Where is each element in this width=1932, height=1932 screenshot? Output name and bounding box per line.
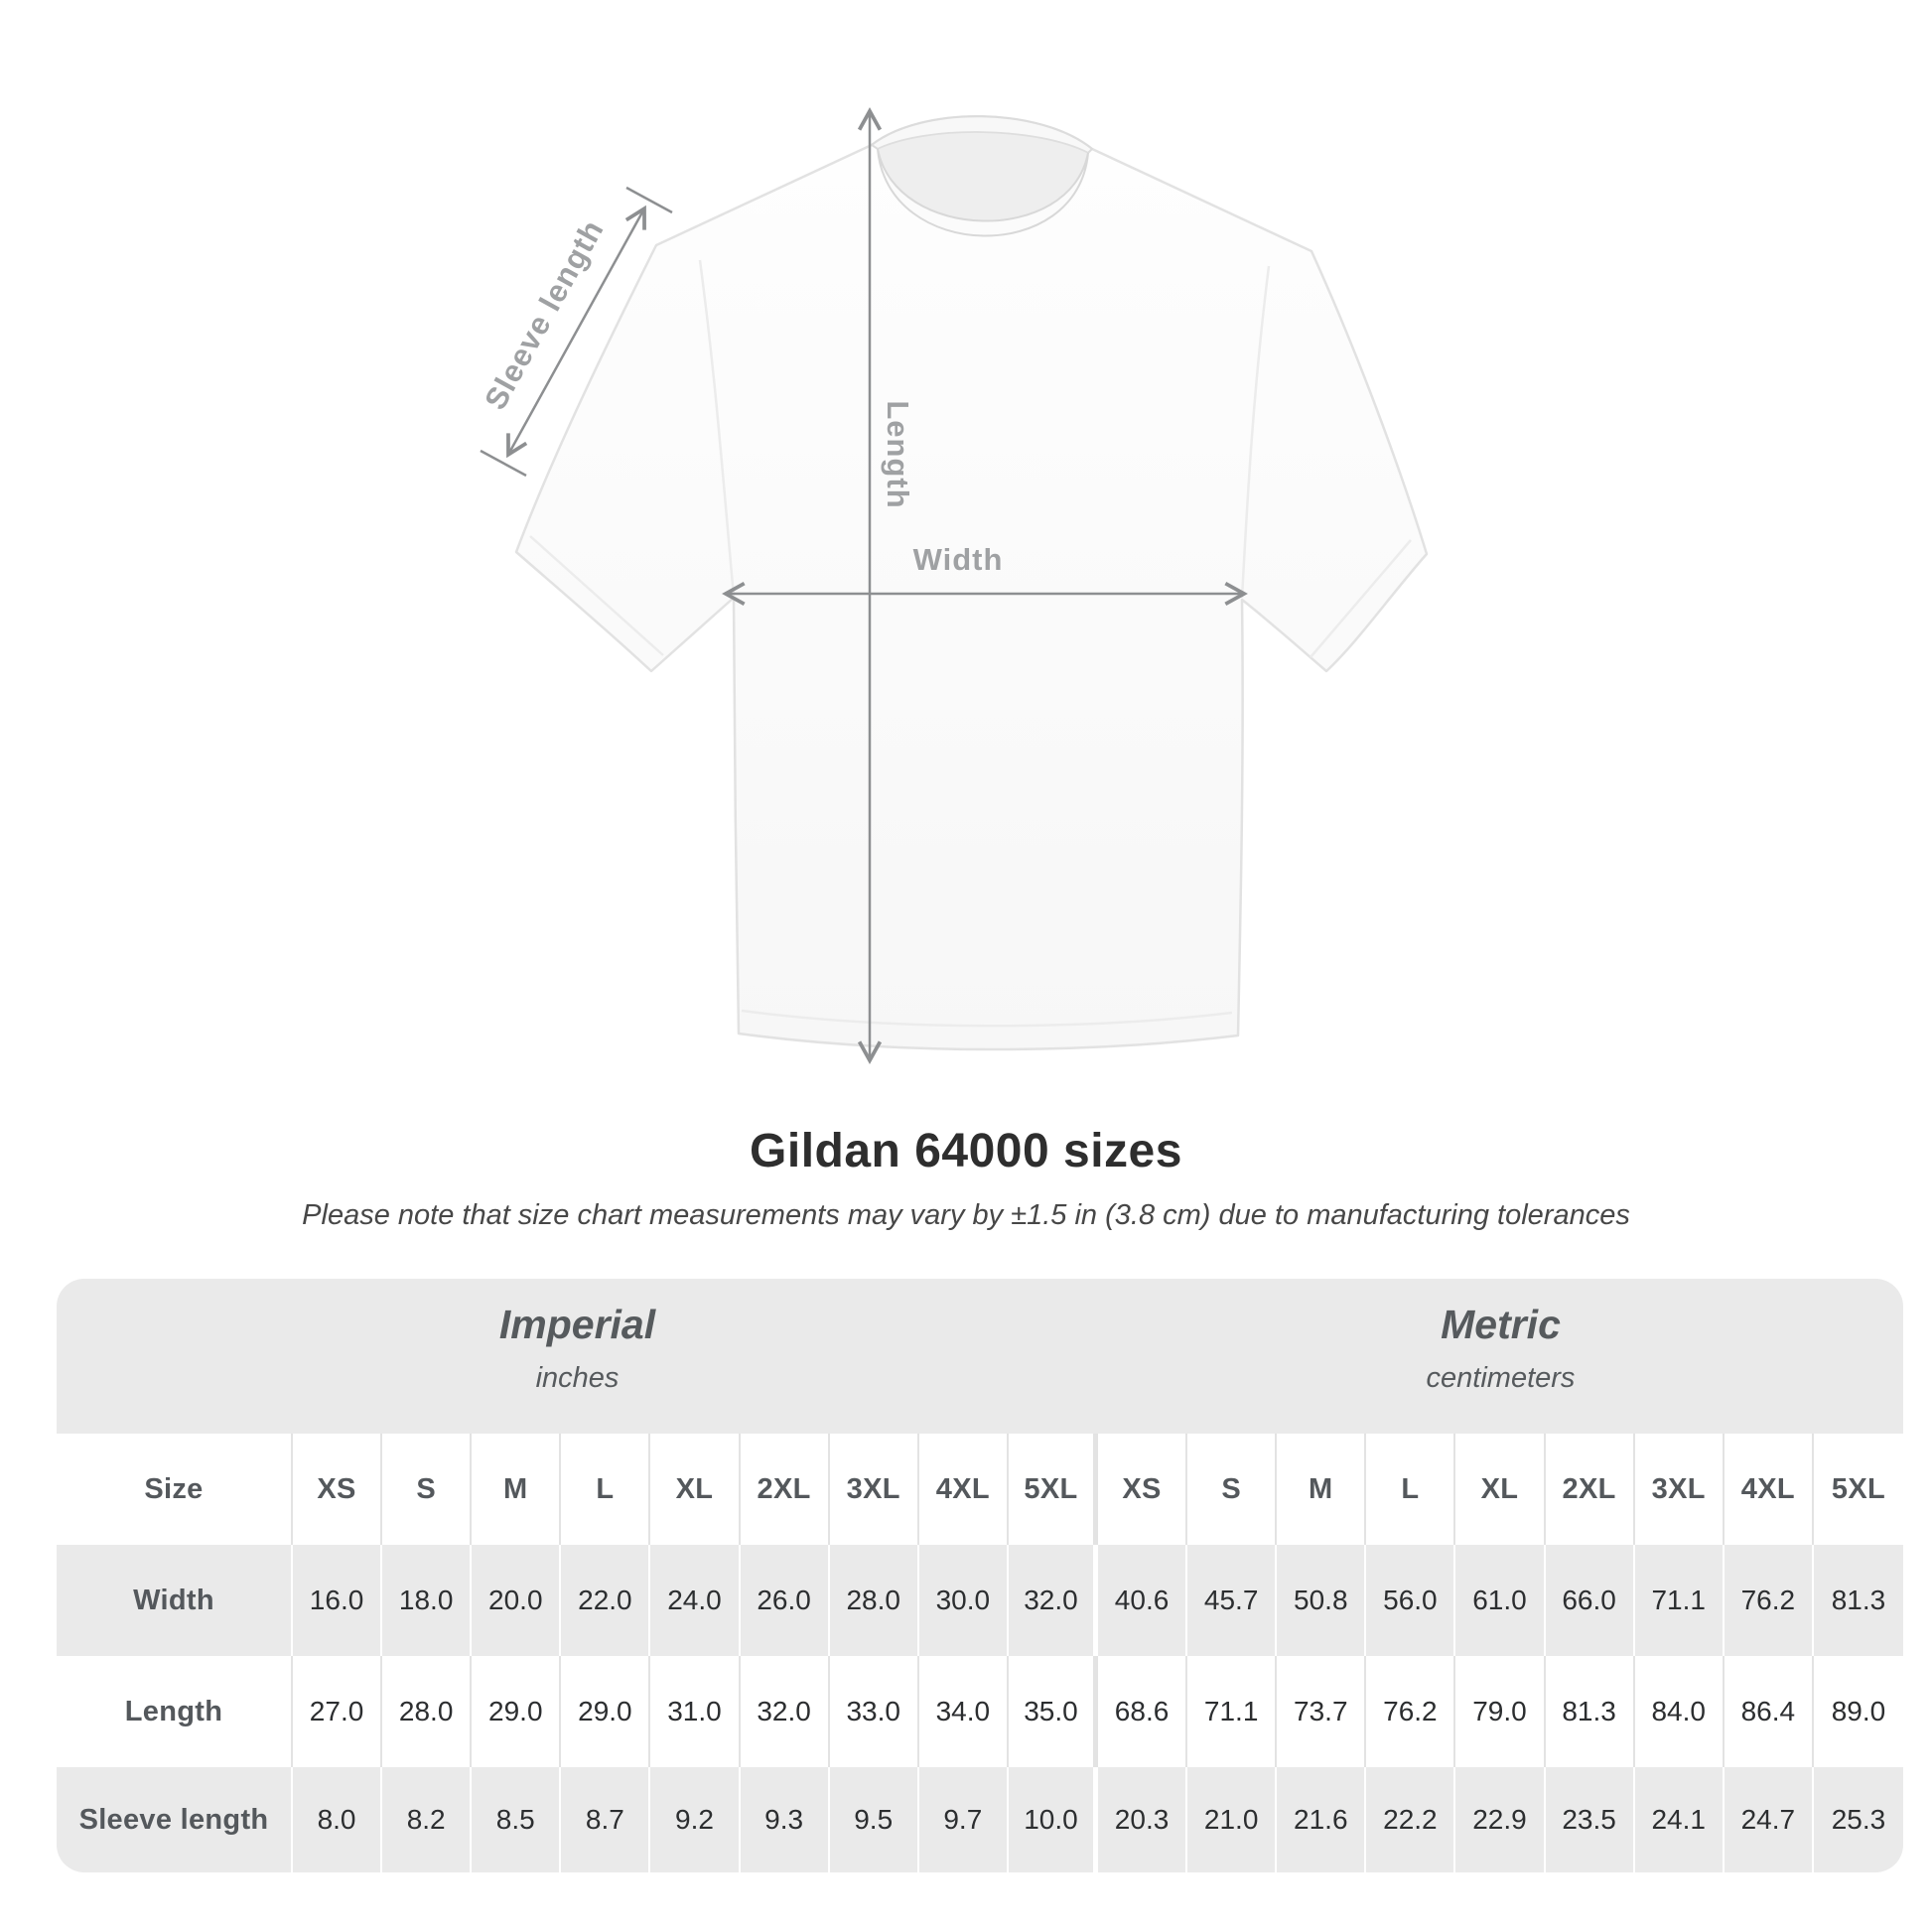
value-cell: 20.3 xyxy=(1098,1767,1187,1872)
value-cell: 26.0 xyxy=(741,1545,830,1656)
value-cell: 45.7 xyxy=(1187,1545,1277,1656)
value-cell: 9.7 xyxy=(919,1767,1009,1872)
size-header-cell: M xyxy=(472,1434,561,1545)
page-title: Gildan 64000 sizes xyxy=(750,1125,1182,1177)
value-cell: 16.0 xyxy=(293,1545,382,1656)
tolerance-note: Please note that size chart measurements may vary by ±1.5 in (3.8 cm) due to manufacturing tolerances xyxy=(302,1199,1630,1231)
value-cell: 81.3 xyxy=(1546,1656,1635,1767)
imperial-unit-sub-label: inches xyxy=(535,1362,620,1394)
value-cell: 9.3 xyxy=(741,1767,830,1872)
size-column-header: Size xyxy=(57,1434,293,1545)
size-header-cell: XS xyxy=(293,1434,382,1545)
metric-label: Metric xyxy=(1441,1302,1561,1347)
value-cell: 76.2 xyxy=(1725,1545,1814,1656)
imperial-units-header xyxy=(57,1279,1098,1434)
value-cell: 31.0 xyxy=(650,1656,740,1767)
value-cell: 22.0 xyxy=(561,1545,650,1656)
units-header-row xyxy=(57,1279,1903,1434)
value-cell: 32.0 xyxy=(741,1656,830,1767)
value-cell: 22.9 xyxy=(1455,1767,1545,1872)
size-header-cell: 4XL xyxy=(1725,1434,1814,1545)
size-header-cell: 5XL xyxy=(1814,1434,1903,1545)
size-header-cell: XS xyxy=(1098,1434,1187,1545)
value-cell: 8.0 xyxy=(293,1767,382,1872)
value-cell: 22.2 xyxy=(1366,1767,1455,1872)
value-cell: 24.7 xyxy=(1725,1767,1814,1872)
value-cell: 27.0 xyxy=(293,1656,382,1767)
sleeve-measure-tick-bottom xyxy=(481,451,526,476)
value-cell: 28.0 xyxy=(830,1545,919,1656)
value-cell: 29.0 xyxy=(561,1656,650,1767)
value-cell: 20.0 xyxy=(472,1545,561,1656)
value-cell: 25.3 xyxy=(1814,1767,1903,1872)
value-cell: 30.0 xyxy=(919,1545,1009,1656)
value-cell: 28.0 xyxy=(382,1656,472,1767)
value-cell: 86.4 xyxy=(1725,1656,1814,1767)
value-cell: 9.2 xyxy=(650,1767,740,1872)
size-header-cell: L xyxy=(1366,1434,1455,1545)
size-header-cell: S xyxy=(382,1434,472,1545)
value-cell: 23.5 xyxy=(1546,1767,1635,1872)
length-label: Length xyxy=(880,400,915,509)
value-cell: 24.1 xyxy=(1635,1767,1725,1872)
size-header-cell: 2XL xyxy=(741,1434,830,1545)
value-cell: 81.3 xyxy=(1814,1545,1903,1656)
value-cell: 29.0 xyxy=(472,1656,561,1767)
value-cell: 35.0 xyxy=(1009,1656,1098,1767)
value-cell: 33.0 xyxy=(830,1656,919,1767)
metric-unit-sub-label: centimeters xyxy=(1426,1362,1576,1394)
value-cell: 89.0 xyxy=(1814,1656,1903,1767)
value-cell: 40.6 xyxy=(1098,1545,1187,1656)
value-cell: 66.0 xyxy=(1546,1545,1635,1656)
size-header-cell: M xyxy=(1277,1434,1366,1545)
size-table xyxy=(57,1279,1903,1872)
value-cell: 68.6 xyxy=(1098,1656,1187,1767)
imperial-label: Imperial xyxy=(498,1302,656,1347)
value-cell: 9.5 xyxy=(830,1767,919,1872)
value-cell: 8.7 xyxy=(561,1767,650,1872)
value-cell: 56.0 xyxy=(1366,1545,1455,1656)
value-cell: 8.2 xyxy=(382,1767,472,1872)
value-cell: 21.0 xyxy=(1187,1767,1277,1872)
row-label: Sleeve length xyxy=(57,1767,293,1872)
value-cell: 76.2 xyxy=(1366,1656,1455,1767)
width-label: Width xyxy=(912,542,1004,577)
value-cell: 21.6 xyxy=(1277,1767,1366,1872)
size-header-cell: 3XL xyxy=(830,1434,919,1545)
metric-units-header xyxy=(1098,1279,1903,1434)
row-label: Length xyxy=(57,1656,293,1767)
value-cell: 34.0 xyxy=(919,1656,1009,1767)
value-cell: 32.0 xyxy=(1009,1545,1098,1656)
sleeve-length-label: Sleeve length xyxy=(478,213,611,416)
size-header-cell: 4XL xyxy=(919,1434,1009,1545)
value-cell: 71.1 xyxy=(1635,1545,1725,1656)
value-cell: 50.8 xyxy=(1277,1545,1366,1656)
tshirt-illustration xyxy=(516,116,1427,1049)
value-cell: 71.1 xyxy=(1187,1656,1277,1767)
size-header-cell: S xyxy=(1187,1434,1277,1545)
size-header-cell: 5XL xyxy=(1009,1434,1098,1545)
size-grid xyxy=(57,1434,1903,1872)
size-header-cell: 3XL xyxy=(1635,1434,1725,1545)
size-header-cell: 2XL xyxy=(1546,1434,1635,1545)
value-cell: 61.0 xyxy=(1455,1545,1545,1656)
value-cell: 84.0 xyxy=(1635,1656,1725,1767)
value-cell: 18.0 xyxy=(382,1545,472,1656)
value-cell: 8.5 xyxy=(472,1767,561,1872)
value-cell: 73.7 xyxy=(1277,1656,1366,1767)
value-cell: 24.0 xyxy=(650,1545,740,1656)
row-label: Width xyxy=(57,1545,293,1656)
size-header-cell: XL xyxy=(1455,1434,1545,1545)
sleeve-measure-tick-top xyxy=(626,188,672,212)
value-cell: 79.0 xyxy=(1455,1656,1545,1767)
size-header-cell: XL xyxy=(650,1434,740,1545)
size-header-cell: L xyxy=(561,1434,650,1545)
value-cell: 10.0 xyxy=(1009,1767,1098,1872)
